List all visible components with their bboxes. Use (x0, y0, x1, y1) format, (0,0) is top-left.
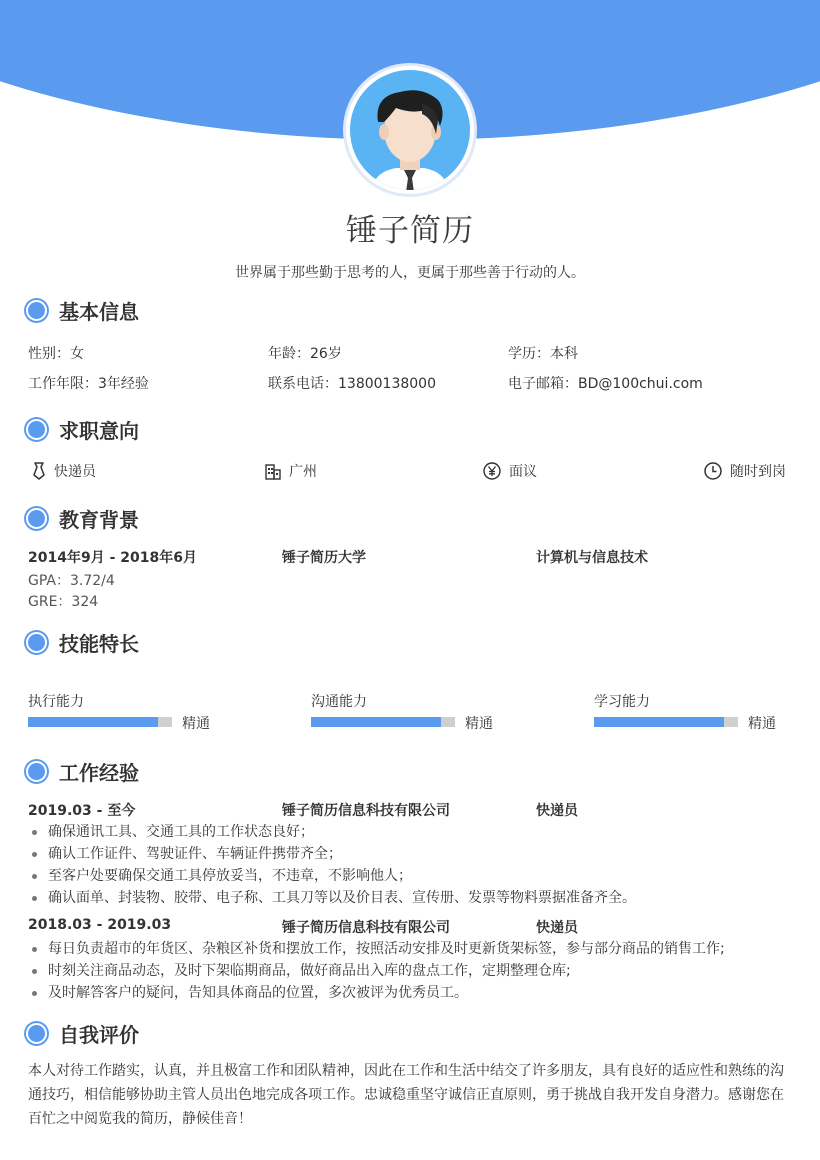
work-period: 2018.03 - 2019.03 (28, 917, 172, 933)
section-education-header (26, 505, 139, 531)
intent-salary (483, 461, 537, 481)
skill-name: 沟通能力 (311, 694, 367, 710)
skill-bar (594, 717, 738, 727)
avatar-icon (350, 70, 470, 190)
tie-icon (32, 462, 46, 480)
intent-availability (704, 461, 786, 481)
section-title: 技能特长 (59, 631, 139, 656)
skill-bar-fill (28, 717, 158, 727)
self-evaluation-text: 本人对待工作踏实，认真，并且极富工作和团队精神，因此在工作和生活中结交了许多朋友，具有良好的适应性和熟练的沟通技巧，相信能够协助主管人员出色地完成各项工作。忠诚稳重坚守诚信正直原则，勇于挑战自我开发自身潜力。感谢您在百忙之中阅览我的简历，静候佳音！ (28, 1063, 784, 1127)
building-icon (265, 463, 281, 480)
skill-name: 执行能力 (28, 694, 84, 710)
intent-city-label: 广州 (289, 464, 317, 480)
list-item: 确保通讯工具、交通工具的工作状态良好； (28, 821, 636, 843)
list-item: 时刻关注商品动态，及时下架临期商品，做好商品出入库的盘点工作，定期整理仓库; (28, 960, 725, 982)
intent-position-label: 快递员 (54, 464, 96, 480)
education-gre: GRE：324 (28, 594, 99, 610)
list-item: 确认工作证件、驾驶证件、车辆证件携带齐全； (28, 843, 636, 865)
clock-icon (704, 462, 722, 480)
section-title: 教育背景 (59, 507, 139, 532)
skill-level: 精通 (182, 716, 210, 732)
list-item: 确认面单、封装物、胶带、电子称、工具刀等以及价目表、宣传册、发票等物料票据准备齐全。 (28, 887, 636, 909)
section-dot-icon (26, 761, 47, 782)
degree: 学历：本科 (508, 346, 578, 362)
page-title: 锤子简历 (346, 213, 474, 249)
work-company: 锤子简历信息科技有限公司 (282, 803, 450, 819)
duty-list (28, 821, 636, 909)
section-dot-icon (26, 300, 47, 321)
education-gpa: GPA：3.72/4 (28, 573, 115, 589)
work-company: 锤子简历信息科技有限公司 (282, 920, 450, 936)
age: 年龄：26岁 (268, 346, 342, 362)
section-title: 自我评价 (59, 1022, 139, 1047)
section-dot-icon (26, 1023, 47, 1044)
section-basic-header (26, 297, 139, 323)
section-title: 求职意向 (59, 418, 139, 443)
work-role: 快递员 (536, 803, 578, 819)
intent-position (32, 461, 96, 481)
list-item: 至客户处要确保交通工具停放妥当，不违章，不影响他人； (28, 865, 636, 887)
phone: 联系电话：13800138000 (268, 376, 436, 392)
avatar (346, 66, 474, 194)
education-period: 2014年9月 - 2018年6月 (28, 550, 197, 566)
intent-availability-label: 随时到岗 (730, 464, 786, 480)
skill-bar (28, 717, 172, 727)
section-intent-header (26, 416, 139, 442)
skill-level: 精通 (465, 716, 493, 732)
intent-salary-label: 面议 (509, 464, 537, 480)
education-major: 计算机与信息技术 (536, 550, 648, 566)
motto: 世界属于那些勤于思考的人，更属于那些善于行动的人。 (235, 265, 585, 281)
yen-icon (483, 462, 501, 480)
skill-bar (311, 717, 455, 727)
work-years: 工作年限：3年经验 (28, 376, 149, 392)
intent-city (265, 461, 317, 481)
skill-name: 学习能力 (594, 694, 650, 710)
gender: 性别：女 (28, 346, 84, 362)
section-work-header (26, 758, 139, 784)
duty-list (28, 938, 725, 1004)
section-dot-icon (26, 632, 47, 653)
skill-bar-fill (594, 717, 724, 727)
skill-bar-fill (311, 717, 441, 727)
work-role: 快递员 (536, 920, 578, 936)
list-item: 每日负责超市的年货区、杂粮区补货和摆放工作，按照活动安排及时更新货架标签，参与部分商品的销售工作; (28, 938, 725, 960)
section-dot-icon (26, 419, 47, 440)
section-title: 基本信息 (59, 299, 139, 324)
section-dot-icon (26, 508, 47, 529)
section-title: 工作经验 (59, 760, 139, 785)
skill-level: 精通 (748, 716, 776, 732)
email: 电子邮箱：BD@100chui.com (508, 376, 703, 392)
section-skills-header (26, 629, 139, 655)
list-item: 及时解答客户的疑问，告知具体商品的位置，多次被评为优秀员工。 (28, 982, 725, 1004)
education-school: 锤子简历大学 (282, 550, 366, 566)
section-self-header (26, 1020, 139, 1046)
work-period: 2019.03 - 至今 (28, 803, 136, 819)
